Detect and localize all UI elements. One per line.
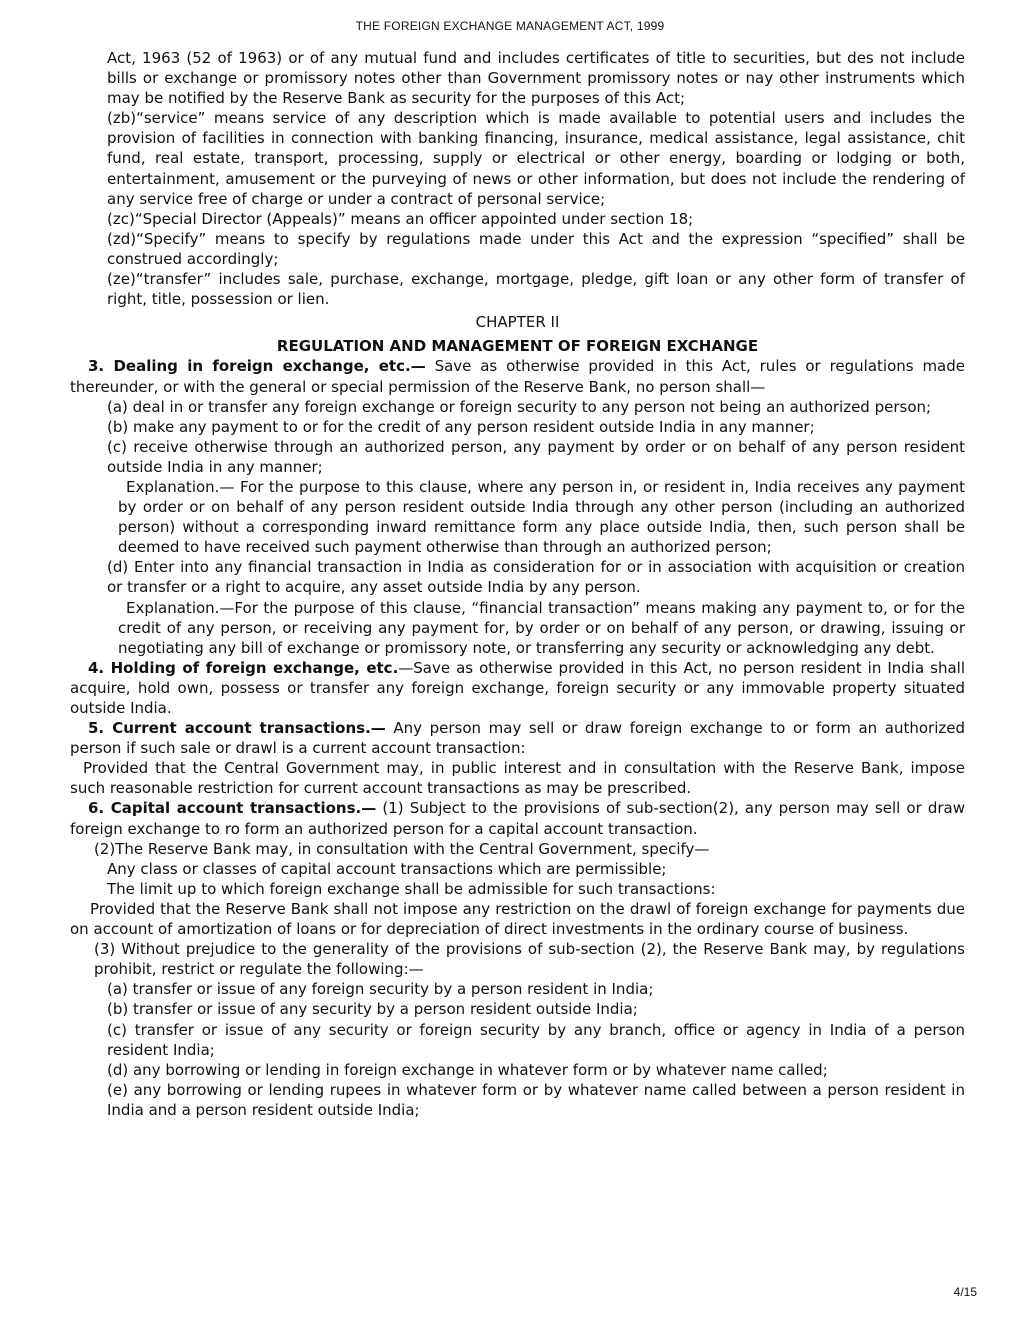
section-6-clause-a: (a) transfer or issue of any foreign security by a person resident in India; xyxy=(107,980,654,999)
section-3-explanation-1: Explanation.— For the purpose to this clause, where any person in, or resident in, India receives any payment by order or on behalf of any person resident outside India through any other person (including an authorized person) without a corresponding inward remittance form any place outside India, then, such person shall be deemed to have received such payment otherwise than through an authorized person; xyxy=(118,477,965,557)
section-6-clause-c: (c) transfer or issue of any security or foreign security by any branch, office or agency in India of a person resident India; xyxy=(107,1020,965,1059)
section-3-clause-b: (b) make any payment to or for the credit of any person resident outside India in any manner; xyxy=(107,417,815,436)
running-header: THE FOREIGN EXCHANGE MANAGEMENT ACT, 1999 xyxy=(355,19,665,33)
document-body xyxy=(70,48,965,1120)
section-6-clause-d: (d) any borrowing or lending in foreign exchange in whatever form or by whatever name called; xyxy=(107,1060,828,1079)
section-6-heading: 6. Capital account transactions.— xyxy=(88,799,377,818)
section-6-proviso: Provided that the Reserve Bank shall not impose any restriction on the drawl of foreign exchange for payments due on account of amortization of loans or for depreciation of direct investments in the ordinary course of business. xyxy=(70,899,965,939)
section-3-clause-c: (c) receive otherwise through an authorized person, any payment by order or on behalf of any person resident outside India in any manner; xyxy=(107,437,965,476)
section-6-clause-e: (e) any borrowing or lending rupees in whatever form or by whatever name called between a person resident in India and a person resident outside India; xyxy=(107,1080,965,1119)
section-6-subsection-2: (2)The Reserve Bank may, in consultation with the Central Government, specify— xyxy=(94,839,710,858)
section-5-text: Any person may sell or draw foreign exchange to or form an authorized person if such sale or drawl is a current account transaction: xyxy=(70,719,965,758)
chapter-title: REGULATION AND MANAGEMENT OF FOREIGN EXCHANGE xyxy=(276,337,759,356)
definition-continuation: Act, 1963 (52 of 1963) or of any mutual fund and includes certificates of title to securities, but des not include bills or exchange or promissory notes other than Government promissory notes or nay other instruments which may be notified by the Reserve Bank as security for the purposes of this Act; xyxy=(107,49,965,108)
section-3-clause-a: (a) deal in or transfer any foreign exchange or foreign security to any person not being an authorized person; xyxy=(107,397,932,416)
definition-ze: (ze)“transfer” includes sale, purchase, exchange, mortgage, pledge, gift loan or any other form of transfer of right, title, possession or lien. xyxy=(107,270,965,309)
definition-zc: (zc)“Special Director (Appeals)” means an officer appointed under section 18; xyxy=(107,209,694,228)
section-3 xyxy=(70,356,965,396)
page-number: 4/15 xyxy=(953,1285,977,1299)
section-5 xyxy=(70,718,965,758)
chapter-number: CHAPTER II xyxy=(475,313,560,332)
section-4 xyxy=(70,658,965,718)
section-6-clause-b: (b) transfer or issue of any security by a person resident outside India; xyxy=(107,1000,638,1019)
section-4-text: —Save as otherwise provided in this Act, no person resident in India shall acquire, hold own, possess or transfer any foreign exchange, foreign security or any immovable property situated outside India. xyxy=(70,658,965,717)
section-5-heading: 5. Current account transactions.— xyxy=(88,719,386,738)
section-4-heading: 4. Holding of foreign exchange, etc. xyxy=(88,658,399,677)
section-3-clause-d: (d) Enter into any financial transaction in India as consideration for or in association with acquisition or creation or transfer or a right to acquire, any asset outside India by any person. xyxy=(107,558,965,597)
section-6 xyxy=(70,798,965,838)
section-6-text: (1) Subject to the provisions of sub-section(2), any person may sell or draw foreign exchange to ro form an authorized person for a capital account transaction. xyxy=(70,799,966,838)
definition-zb: (zb)“service” means service of any description which is made available to potential users and includes the provision of facilities in connection with banking financing, insurance, medical assistance, legal assistance, chit fund, real estate, transport, processing, supply or electrical or other energy, boarding or lodging or both, entertainment, amusement or the purveying of news or other information, but does not include the rendering of any service free of charge or under a contract of personal service; xyxy=(107,109,965,208)
section-6-subsection-3: (3) Without prejudice to the generality of the provisions of sub-section (2), the Reserve Bank may, by regulations prohibit, restrict or regulate the following:— xyxy=(94,940,965,979)
section-6-subsection-2-item-1: Any class or classes of capital account transactions which are permissible; xyxy=(107,859,667,878)
section-3-text: Save as otherwise provided in this Act, rules or regulations made thereunder, or with the general or special permission of the Reserve Bank, no person shall— xyxy=(70,357,966,396)
definition-zd: (zd)“Specify” means to specify by regulations made under this Act and the expression “specified” shall be construed accordingly; xyxy=(107,229,965,268)
section-3-heading: 3. Dealing in foreign exchange, etc.— xyxy=(88,357,426,376)
section-3-explanation-2: Explanation.—For the purpose of this clause, “financial transaction” means making any payment to, or for the credit of any person, or receiving any payment for, by order or on behalf of any person, or drawing, issuing or negotiating any bill of exchange or promissory note, or transferring any security or acknowledging any debt. xyxy=(118,598,965,657)
section-5-proviso: Provided that the Central Government may, in public interest and in consultation with the Reserve Bank, impose such reasonable restriction for current account transactions as may be prescribed. xyxy=(70,759,965,798)
section-6-subsection-2-item-2: The limit up to which foreign exchange shall be admissible for such transactions: xyxy=(107,879,716,898)
